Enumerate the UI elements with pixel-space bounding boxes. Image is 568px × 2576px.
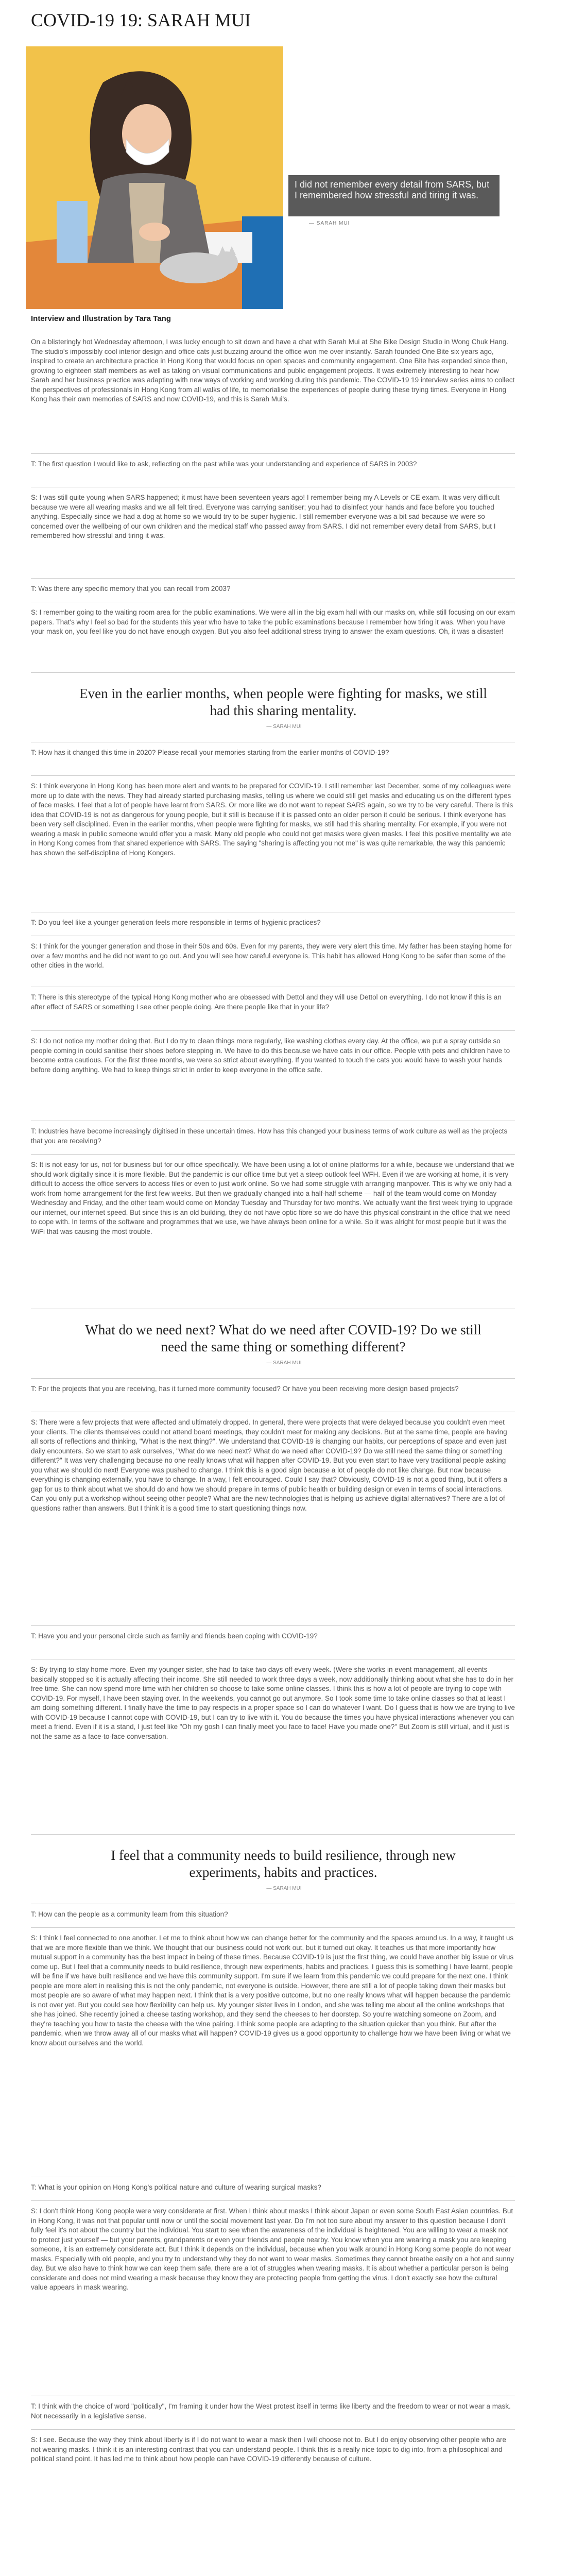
question: T: I think with the choice of word "politically", I'm framing it under how the West protest itself in terms like liberty and the freedom to wear or not wear a mask. Not necessarily in a legislative sense. [31, 2402, 511, 2420]
pull-quote: I feel that a community needs to build resilience, through new experiments, habits and practices. [111, 1848, 456, 1880]
answer: S: I do not notice my mother doing that. But I do try to clean things more regularly, like washing clothes every day. At the office, we put a spray outside so people coming in could sanitise their shoes before stepping in. We have to do this because we have cats in our office. People with pets and children have to become extra cautious. For the first three months, we were so strict about everything. If you wanted to touch the cats you would have to wash your hands before doing anything. We had to keep things strict in order to keep everyone in the office safe. [31, 1037, 510, 1074]
question: T: Do you feel like a younger generation feels more responsible in terms of hygienic practices? [31, 919, 321, 926]
divider [31, 2429, 515, 2430]
divider [31, 1154, 515, 1155]
question: T: The first question I would like to ask, reflecting on the past while was your understanding and experience of SARS in 2003? [31, 460, 417, 468]
pull-quote: Even in the earlier months, when people were fighting for masks, we still had this sharing mentality. [79, 686, 487, 718]
illustration-svg [26, 46, 283, 309]
divider [31, 1927, 515, 1928]
divider [31, 1030, 515, 1031]
divider [31, 1378, 515, 1379]
answer: S: I think for the younger generation and those in their 50s and 60s. Even for my parents, they were very alert this time. My father has been staying home for over a few months and he did not want to go out. And you will see how careful everyone is. This habit has allowed Hong Kong to be safer than some of the other cities in the world. [31, 942, 512, 969]
pull-quote-cite: — SARAH MUI [266, 724, 302, 730]
divider [31, 1834, 515, 1835]
answer: S: By trying to stay home more. Even my younger sister, she had to take two days off every week. (Were she works in event management, all events basically stopped so it is actually affecting their income. She still needed to work three days a week, now additionally thinking about what she has to do in her free time. She can now spend more time with her children so choose to take some online classes. I think this is how a lot of people are trying to cope with COVID-19. For myself, I have been staying over. In the weekends, you cannot go out anymore. So I took some time to take online classes so that at least I am doing something different. I finally have the time to pay respects in a proper space so I can do whatever I want. Do I guess that is how we are trying to live with COVID-19 because I cannot cope with COVID-19, but I can try to live with it. You do because the times you have physical interactions whenever you can meet a friend. Even if it is a stand, I just feel like "Oh my gosh I can finally meet you face to face! Have you made one?" But Zoom is still virtual, and it just is not the same as a face-to-face conversation. [31, 1666, 515, 1740]
answer: S: I was still quite young when SARS happened; it must have been seventeen years ago! I remember being my A Levels or CE exam. It was very difficult because we were all wearing masks and we all felt tired. Everyone was carrying sanitiser; you had to disinfect your hands and face before you touched anything. Especially since we had a dog at home so we would try to be super hygienic. I still remember everyone was a bit sad because we were so concerned over the wellbeing of our own children and the medical staff who passed away from SARS. I did not remember every detail from SARS, but I remembered how stressful and tiring it was. [31, 494, 500, 539]
question: T: Was there any specific memory that you can recall from 2003? [31, 585, 231, 592]
answer: S: There were a few projects that were affected and ultimately dropped. In general, there were projects that were delayed because you couldn't even meet your clients. The clients themselves could not attend board meetings, they couldn't meet for making any decisions. But at the same time, people are having all sorts of reflections and thinking, "What is the next thing?". We understand that COVID-19 is changing our habits, our perceptions of space and even just daily encounters. So we start to ask ourselves, "What do we need next? What do we need after COVID-19? Do we still need the same thing or something different?" It was very challenging because no one really knows what will happen after COVID-19. But you even start to have very traditional people asking you what we should do next! Everyone was pushed to change. I think this is a good sign because a lot of people do not like change. But now because everything is changing externally, you have to change. In a way, I felt encouraged. Could I say that? Obviously, COVID-19 is not a good thing, but it offers a gap for us to think about what we should do and how we should prepare in terms of public health or building design or even in terms of social interactions. Can you only put a workshop without seeing other people? What are the new technologies that is helping us achieve digital alternatives? There are a lot of questions rather than answers. But I think it is a good time to start questioning things now. [31, 1418, 508, 1512]
pull-quote-cite: — SARAH MUI [266, 1360, 302, 1366]
intro-paragraph: On a blisteringly hot Wednesday afternoon, I was lucky enough to sit down and have a chat with Sarah Mui at She Bike Design Studio in Wong Chuk Hang. The studio's impossibly cool interior design and office cats just buzzing around the office won me over instantly. Sarah founded One Bite six years ago, inspired to create an architecture practice in Hong Kong that would focus on open spaces and community engagement. One Bite has expanded since then, growing to eighteen staff members as well as taking on visual communications and public engagement projects. It was extremely interesting to hear how Sarah and her business practice was adapting with new ways of working and working during this pandemic. The COVID-19 19 interview series aims to collect the perspectives of professionals in Hong Kong from all walks of life, to memorialise the experiences of people during these trying times. Everyone in Hong Kong has their own memories of SARS and now COVID-19, and this is Sarah Mui's. [31, 338, 515, 403]
question: T: What is your opinion on Hong Kong's political nature and culture of wearing surgical masks? [31, 2183, 321, 2191]
divider [31, 578, 515, 579]
hero-illustration [26, 46, 283, 309]
question: T: For the projects that you are receiving, has it turned more community focused? Or have you been receiving more design based projects? [31, 1385, 459, 1393]
page-title: COVID-19 19: SARAH MUI [31, 10, 251, 30]
article-credit: Interview and Illustration by Tara Tang [31, 314, 171, 323]
divider [31, 775, 515, 776]
divider [31, 672, 515, 673]
question: T: Have you and your personal circle such as family and friends been coping with COVID-19? [31, 1632, 318, 1640]
question: T: How can the people as a community learn from this situation? [31, 1910, 228, 1918]
answer: S: I don't think Hong Kong people were very considerate at first. When I think about masks I think about Japan or even some South East Asian countries. But in Hong Kong, it was not that popular until now or until the social movement last year. Do I'm not too sure about my answer to this question because I don't fully feel it's not about the country but the individual. You start to see when the awareness of the individual is heightened. You are willing to wear a mask not to protect just yourself — but your parents, grandparents or even your friends and people nearby. You know when you are wearing a mask you are keeping someone, it is an extremely considerate act. But I think it depends on the individual, because when you walk around in Hong Kong some people do not wear masks. Especially with old people, and you try to understand why they do not want to wear masks. Sometimes they cannot breathe easily on a hot and sunny day. But we also have to think how we can keep them safe, there are a lot of struggles when wearing masks. It is about whether a particular person is being considerate and does not mind wearing a mask because they know they are protecting people from getting the virus. I don't exactly see how the cultural value appears in mask wearing. [31, 2207, 514, 2291]
answer: S: I think everyone in Hong Kong has been more alert and wants to be prepared for COVID-19. I still remember last December, some of my colleagues were more up to date with the news. They had already started purchasing masks, telling us where we could still get masks and educating us on the different types of face masks. I feel that a lot of people have learnt from SARS. Or more like we do not want to repeat SARS again, so we try to be very careful. There is this idea that COVID-19 is not as dangerous for young people, but it still is because if it is passed onto an older person it could be serious. I think everyone has been very self disciplined. Even in the earlier months, when people were fighting for masks, we still had this sharing mentality. For example, if you were not wearing a mask in public someone would offer you a mask. Many old people who could not get masks were given masks. I feel this positive mentality we ate in Hong Kong comes from that shared experience with SARS. The saying "sharing is affecting you not me" is was quite remarkable, the way this pandemic has shown the self-discipline of Hong Kongers. [31, 782, 513, 857]
divider [31, 453, 515, 454]
question: T: There is this stereotype of the typical Hong Kong mother who are obsessed with Dettol and they will use Dettol on everything. I do not know if this is an after effect of SARS or something I see other people doing. Are there people like that in your life? [31, 993, 502, 1011]
answer: S: I see. Because the way they think about liberty is if I do not want to wear a mask then I will choose not to. But I do enjoy observing other people who are not wearing masks. I think it is an interesting contrast that you can understand people. I think this is a really nice topic to dig into, from a philosophical and political stand point. It has led me to think about how people can have COVID-19 differently because of culture. [31, 2436, 507, 2463]
divider [31, 2200, 515, 2201]
question: T: Industries have become increasingly digitised in these uncertain times. How has this changed your business terms of work culture as well as the projects that you are receiving? [31, 1127, 508, 1145]
pull-quote-cite: — SARAH MUI [266, 1886, 302, 1891]
answer: S: I remember going to the waiting room area for the public examinations. We were all in the big exam hall with our masks on, while still focusing on our exam papers. That's why I feel so bad for the students this year who have to take the public examinations because I remember how tiring it was. When you have your mask on, you feel like you do not have enough oxygen. But you also feel additional stress trying to answer the exam questions. Oh, it was a disaster! [31, 608, 515, 635]
pull-quote: What do we need next? What do we need after COVID-19? Do we still need the same thing or something different? [85, 1322, 481, 1354]
answer: S: It is not easy for us, not for business but for our office specifically. We have been using a lot of online platforms for a while, because we understand that we should work digitally since it is more flexible. But the pandemic is our office time but yet a steep outlook feel WFH. Even if we are working at home, it is very difficult to access the office servers to access files or even to just work online. So we had some struggle with arranging manpower. This is why we only had a work from home arrangement for the first few weeks. But then we gradually changed into a half-half scheme — half of the team would come on Monday Wednesday and Friday, and the other team would come on Monday Tuesday and Thursday for two months. We actually want the first week trying to upgrade our internet, our internet speed. But since this is an old building, they do not have optic fibre so we do have this physical constraint in the office that we need to cope with. In terms of the software and programmes that we use, we have always been online for a while. So it was alright for most people but it was the WiFi that was causing the most trouble. [31, 1161, 514, 1235]
hero-quote: I did not remember every detail from SARS, but I remembered how stressful and tiring it was. [288, 175, 500, 216]
hero-quote-cite: — SARAH MUI [309, 221, 350, 226]
question: T: How has it changed this time in 2020? Please recall your memories starting from the earlier months of COVID-19? [31, 749, 389, 756]
divider [31, 1625, 515, 1626]
answer: S: I think I feel connected to one another. Let me to think about how we can change better for the community and the spaces around us. In a way, it taught us that we are more flexible than we think. We thought that our business could not work out, but it turned out okay. It teaches us that more importantly how mutual support in a community has the best impact in being of these times. Because COVID-19 is just the first thing, we could have another big issue or virus come up. But I feel that a community needs to build resilience, through new experiments, habits and practices. I guess this is something I have learnt, people will be fine if we have built resilience and we have this community support. I'm sure if we learn from this pandemic we could prepare for the next one. I think people are more alert in realising this is not the only pandemic, not everyone is outside. However, there are still a lot of people taking down their masks but most people are so aware of what may happen next. I think that is a very positive outcome, but no one really knows what will happen because the pandemic is not over yet. But you could see how flexibility can help us. My younger sister lives in London, and she was telling me about all the online workshops that she has joined. She recently joined a cheese tasting workshop, and they send the cheeses to her doorstep. So you're watching someone on Zoom, and they're teaching you how to taste the cheese with the wine pairing. I think some people are adapting to the situation quicker than you think. But after the pandemic, when we throw away all of our masks what will happen? COVID-19 gives us a good opportunity to challenge how we have been living or what we know about ourselves and the world. [31, 1934, 514, 2047]
